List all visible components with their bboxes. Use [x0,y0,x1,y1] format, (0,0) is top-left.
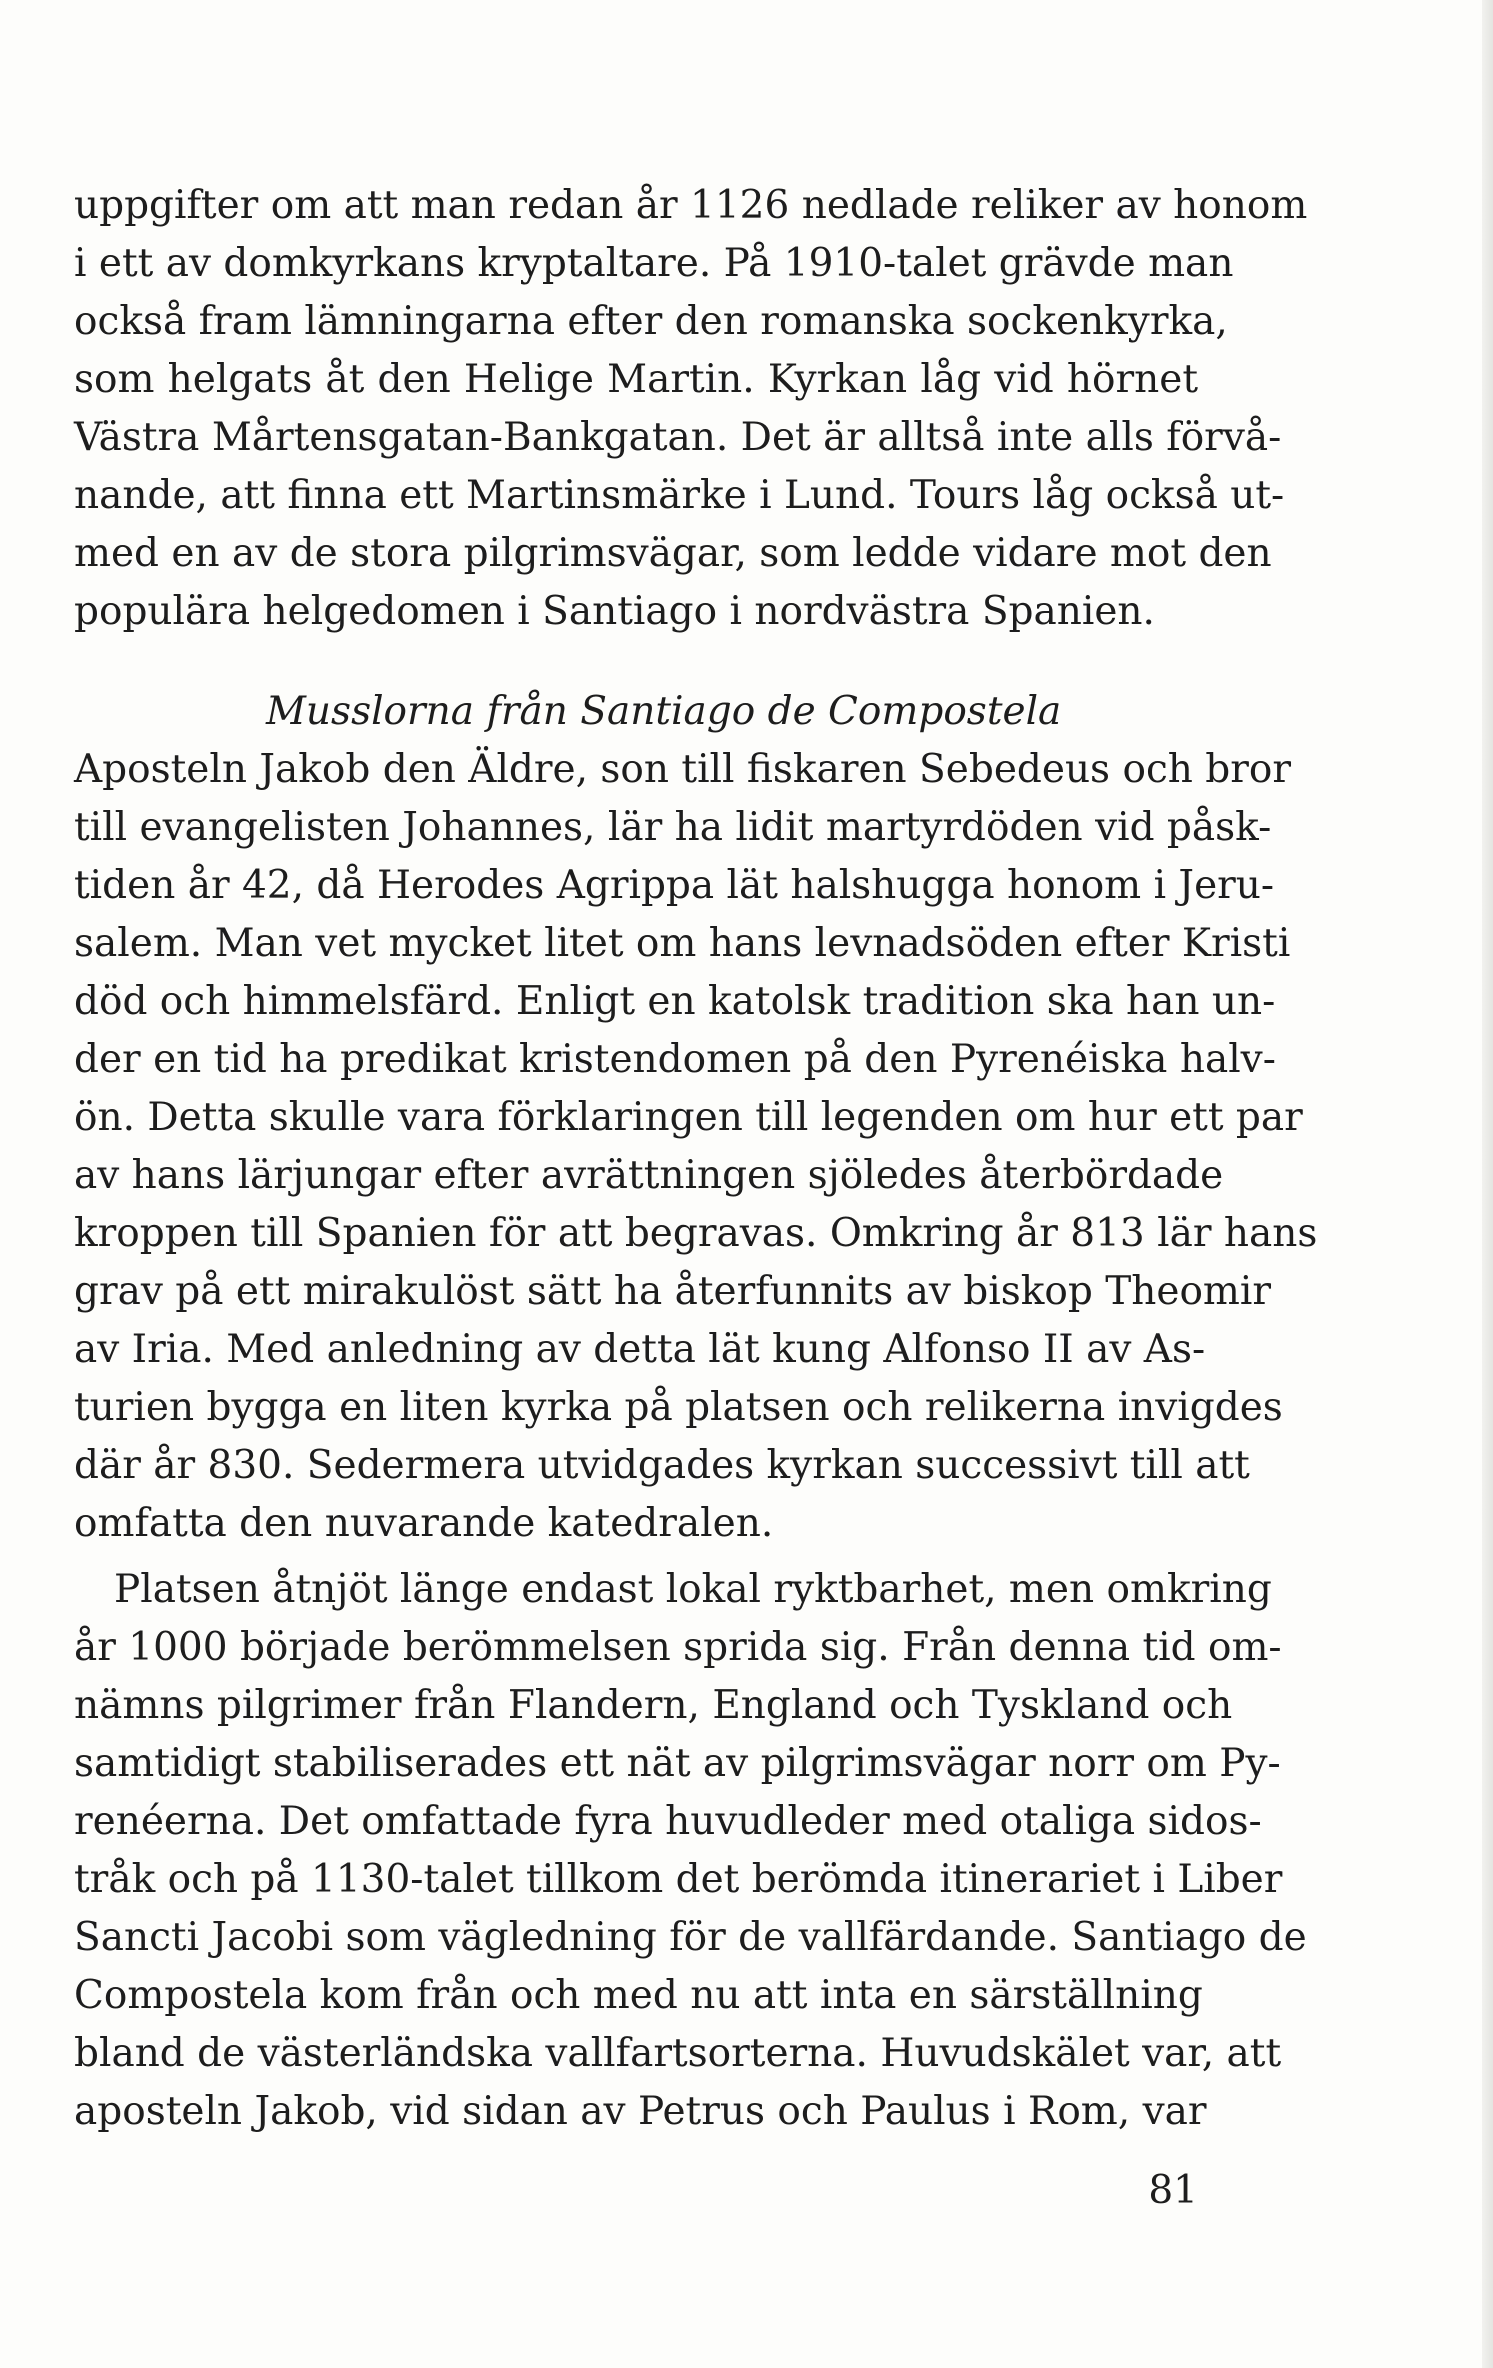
text-line: der en tid ha predikat kristendomen på den Pyrenéiska halv- [74,1037,1276,1082]
text-line: grav på ett mirakulöst sätt ha återfunnits av biskop Theomir [74,1269,1272,1314]
text-line: bland de västerländska vallfartsorterna. Huvudskälet var, att [74,2031,1282,2076]
text-line: Aposteln Jakob den Äldre, son till fiskaren Sebedeus och bror [74,747,1292,792]
text-line: ön. Detta skulle vara förklaringen till legenden om hur ett par [74,1095,1303,1140]
text-line: av Iria. Med anledning av detta lät kung Alfonso II av As- [74,1327,1206,1372]
text-line: aposteln Jakob, vid sidan av Petrus och Paulus i Rom, var [74,2089,1207,2134]
page-number: 81 [1148,2168,1198,2213]
text-line: av hans lärjungar efter avrättningen sjöledes återbördade [74,1153,1224,1198]
body-text [74,177,1318,2141]
text-line: Platsen åtnjöt länge endast lokal ryktbarhet, men omkring [114,1567,1272,1612]
text-line: död och himmelsfärd. Enligt en katolsk tradition ska han un- [74,979,1276,1024]
text-line: renéerna. Det omfattade fyra huvudleder med otaliga sidos- [74,1799,1262,1844]
text-line: kroppen till Spanien för att begravas. Omkring år 813 lär hans [74,1211,1318,1256]
text-line: i ett av domkyrkans kryptaltare. På 1910-talet grävde man [74,241,1234,286]
text-line: turien bygga en liten kyrka på platsen och relikerna invigdes [74,1385,1283,1430]
text-line: omfatta den nuvarande katedralen. [74,1501,774,1546]
paragraph-1 [74,177,1308,641]
section-heading: Musslorna från Santiago de Compostela [266,689,1062,734]
paragraph-2 [74,741,1318,1553]
text-line: Sancti Jacobi som vägledning för de vallfärdande. Santiago de [74,1915,1307,1960]
text-line: uppgifter om att man redan år 1126 nedlade reliker av honom [74,183,1308,228]
text-line: också fram lämningarna efter den romanska sockenkyrka, [74,299,1228,344]
page-edge [1482,0,1493,2368]
text-line: tiden år 42, då Herodes Agrippa lät halshugga honom i Jeru- [74,863,1275,908]
text-line: år 1000 började berömmelsen sprida sig. Från denna tid om- [74,1625,1282,1670]
text-line: där år 830. Sedermera utvidgades kyrkan successivt till att [74,1443,1250,1488]
text-line: Compostela kom från och med nu att inta en särställning [74,1973,1203,2018]
text-line: tråk och på 1130-talet tillkom det berömda itinerariet i Liber [74,1857,1283,1902]
text-line: med en av de stora pilgrimsvägar, som ledde vidare mot den [74,531,1272,576]
text-line: nämns pilgrimer från Flandern, England och Tyskland och [74,1683,1233,1728]
paragraph-gap [74,1553,1198,1561]
text-line: populära helgedomen i Santiago i nordvästra Spanien. [74,589,1155,634]
text-line: salem. Man vet mycket litet om hans levnadsöden efter Kristi [74,921,1291,966]
text-line: samtidigt stabiliserades ett nät av pilgrimsvägar norr om Py- [74,1741,1281,1786]
text-line: Västra Mårtensgatan-Bankgatan. Det är alltså inte alls förvå- [74,415,1282,460]
paragraph-3 [74,1561,1307,2141]
text-line: som helgats åt den Helige Martin. Kyrkan låg vid hörnet [74,357,1198,402]
text-line: till evangelisten Johannes, lär ha lidit martyrdöden vid påsk- [74,805,1272,850]
text-line: nande, att finna ett Martinsmärke i Lund. Tours låg också ut- [74,473,1285,518]
